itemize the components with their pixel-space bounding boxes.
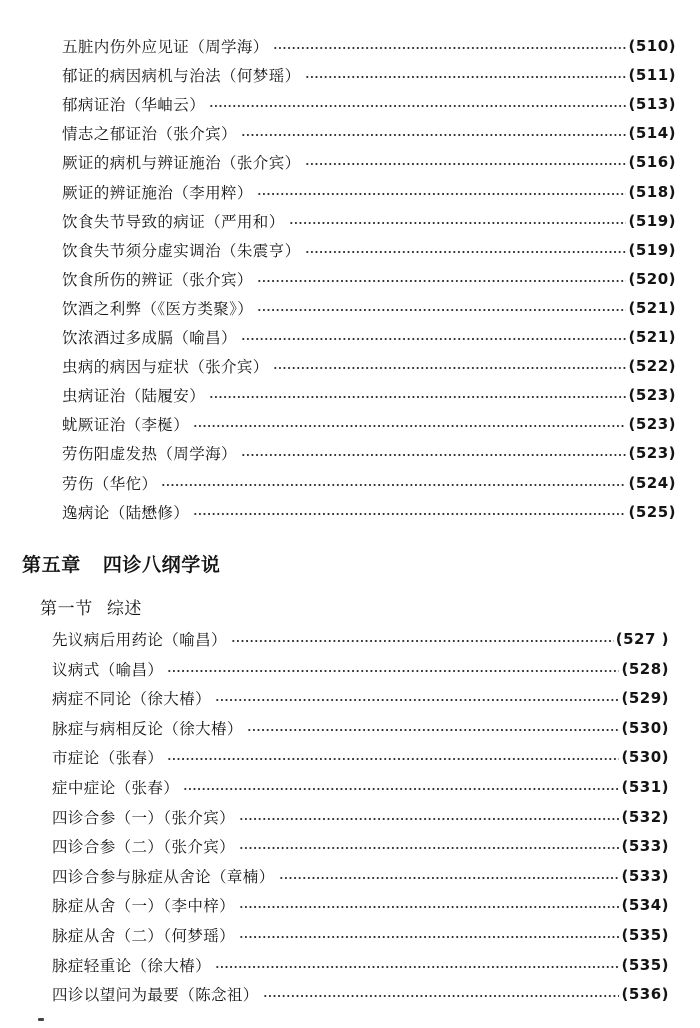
toc-entry-page-number: (523) — [628, 386, 676, 405]
toc-entry-page-number: (535) — [621, 955, 669, 974]
dot-leader — [239, 834, 619, 858]
toc-entry-page-number: (519) — [628, 211, 676, 230]
toc-entry-title: 市症论（张春） — [52, 749, 164, 768]
toc-entry-page-number: (510) — [628, 37, 676, 55]
dot-leader — [305, 238, 627, 262]
toc-entry[interactable] — [0, 745, 700, 769]
dot-leader — [239, 923, 619, 947]
dot-leader — [167, 657, 619, 681]
dot-leader — [263, 982, 620, 1006]
toc-entry[interactable] — [0, 354, 700, 378]
toc-entry-page-number: (534) — [621, 896, 669, 915]
toc-entry-page-number: (536) — [621, 985, 669, 1004]
toc-entry[interactable] — [0, 412, 700, 436]
toc-entry-title: 病症不同论（徐大椿） — [52, 690, 212, 709]
toc-entry-page-number: (529) — [621, 689, 669, 708]
dot-leader — [257, 180, 627, 204]
toc-entry[interactable] — [0, 34, 700, 58]
dot-leader — [241, 325, 627, 349]
toc-entry[interactable] — [0, 805, 700, 829]
chapter-number: 第五章 — [22, 554, 81, 576]
dot-leader — [209, 92, 626, 116]
toc-entry-page-number: (513) — [628, 95, 676, 114]
toc-entry[interactable] — [0, 893, 700, 917]
dot-leader — [193, 500, 626, 524]
dot-leader — [167, 745, 619, 769]
toc-entry-page-number: (525) — [628, 502, 676, 521]
toc-entry-page-number: (528) — [621, 659, 669, 678]
toc-entry[interactable] — [0, 383, 700, 407]
toc-entry-page-number: (527 ) — [615, 630, 669, 648]
toc-entry[interactable] — [0, 716, 700, 740]
toc-entry[interactable] — [0, 953, 700, 977]
dot-leader — [241, 121, 627, 145]
toc-entry-page-number: (535) — [621, 926, 669, 944]
dot-leader — [193, 412, 626, 436]
toc-entry-page-number: (519) — [628, 240, 676, 259]
toc-entry-page-number: (530) — [621, 748, 669, 767]
section-number: 第一节 — [40, 599, 93, 619]
toc-entry-page-number: (531) — [621, 778, 669, 796]
toc-entry-page-number: (516) — [628, 153, 676, 172]
toc-entry-page-number: (530) — [621, 718, 669, 737]
toc-entry-page-number: (520) — [628, 269, 676, 288]
toc-entry[interactable] — [0, 121, 700, 145]
dot-leader — [305, 63, 627, 87]
toc-entry-page-number: (518) — [628, 182, 676, 201]
toc-entry[interactable] — [0, 63, 700, 87]
dot-leader — [257, 267, 627, 291]
toc-entry[interactable] — [0, 686, 700, 710]
toc-entry[interactable] — [0, 471, 700, 495]
dot-leader — [215, 953, 619, 977]
toc-entry-title: 脉症从舍（一）（李中梓） — [52, 897, 236, 916]
toc-entry[interactable] — [0, 500, 700, 524]
toc-entry-title: 脉症轻重论（徐大椿） — [52, 956, 212, 975]
toc-entry-page-number: (511) — [628, 66, 676, 85]
toc-entry[interactable] — [0, 267, 700, 291]
toc-entry-title: 虫病证治（陆履安） — [62, 387, 206, 406]
dot-leader — [241, 441, 627, 465]
dot-leader — [183, 775, 619, 799]
toc-entry-title: 逸病论（陆懋修） — [62, 503, 190, 522]
toc-entry-title: 饮酒之利弊（《医方类聚》） — [62, 299, 254, 318]
toc-entry-title: 郁病证治（华岫云） — [62, 96, 206, 115]
chapter-title: 四诊八纲学说 — [102, 554, 221, 576]
toc-entry-title: 蚘厥证治（李梴） — [62, 416, 190, 435]
toc-entry-title: 五脏内伤外应见证（周学海） — [62, 38, 269, 56]
toc-entry-title: 劳伤阳虚发热（周学海） — [62, 445, 237, 464]
toc-entry-title: 虫病的病因与症状（张介宾） — [62, 358, 269, 377]
dot-leader — [239, 805, 619, 829]
toc-entry-page-number: (521) — [628, 298, 676, 317]
toc-entry-page-number: (523) — [628, 415, 676, 434]
section-heading — [40, 596, 142, 622]
toc-entry[interactable] — [0, 238, 700, 262]
toc-entry[interactable] — [0, 834, 700, 858]
toc-entry-page-number: (523) — [628, 444, 676, 463]
toc-entry-title: 情志之郁证治（张介宾） — [62, 125, 237, 144]
toc-entry-title: 四诊合参（一）（张介宾） — [52, 808, 236, 827]
toc-entry[interactable] — [0, 92, 700, 116]
chapter-heading — [22, 550, 220, 580]
dot-leader — [239, 893, 619, 917]
dot-leader — [161, 471, 626, 495]
toc-entry-page-number: (533) — [621, 837, 669, 856]
toc-entry-title: 饮食失节导致的病证（严用和） — [62, 212, 285, 231]
toc-entry-title: 四诊合参与脉症从舍论（章楠） — [52, 867, 275, 886]
dot-leader — [257, 296, 626, 320]
toc-entry-title: 饮食失节须分虚实调治（朱震亨） — [62, 241, 301, 260]
toc-entry[interactable] — [0, 150, 700, 174]
dot-leader — [305, 150, 627, 174]
toc-entry-title: 劳伤（华佗） — [62, 474, 158, 493]
dot-leader — [273, 34, 627, 58]
toc-entry-title: 四诊以望问为最要（陈念祖） — [52, 986, 259, 1005]
toc-entry-title: 厥证的病机与辨证施治（张介宾） — [62, 154, 301, 173]
dot-leader — [231, 627, 614, 651]
dot-leader — [273, 354, 627, 378]
dot-leader — [209, 383, 626, 407]
toc-entry-title: 饮浓酒过多成膈（喻昌） — [62, 329, 237, 347]
toc-entry-page-number: (532) — [621, 807, 669, 826]
dot-leader — [215, 686, 619, 710]
toc-entry-title: 厥证的辨证施治（李用粹） — [62, 183, 253, 202]
toc-entry-title: 饮食所伤的辨证（张介宾） — [62, 270, 253, 289]
print-speck — [38, 1018, 44, 1021]
toc-entry[interactable] — [0, 923, 700, 947]
toc-entry[interactable] — [0, 209, 700, 233]
toc-entry-title: 症中症论（张春） — [52, 779, 180, 797]
toc-entry[interactable] — [0, 441, 700, 465]
toc-entry-page-number: (524) — [628, 473, 676, 492]
toc-entry-title: 郁证的病因病机与治法（何梦瑶） — [62, 67, 301, 86]
toc-entry-title: 议病式（喻昌） — [52, 660, 164, 679]
toc-entry-page-number: (522) — [628, 357, 676, 376]
section-title: 综述 — [106, 599, 143, 619]
dot-leader — [289, 209, 627, 233]
dot-leader — [247, 716, 620, 740]
dot-leader — [279, 864, 620, 888]
toc-entry-title: 脉症与病相反论（徐大椿） — [52, 719, 243, 738]
toc-entry[interactable] — [0, 325, 700, 349]
toc-entry[interactable] — [0, 864, 700, 888]
toc-entry-title: 四诊合参（二）（张介宾） — [52, 838, 236, 857]
toc-entry-page-number: (521) — [628, 328, 676, 346]
toc-entry[interactable] — [0, 982, 700, 1006]
toc-entry-title: 先议病后用药论（喻昌） — [52, 631, 227, 649]
toc-entry[interactable] — [0, 627, 700, 651]
toc-entry-title: 脉症从舍（二）（何梦瑶） — [52, 927, 236, 945]
toc-entry[interactable] — [0, 296, 700, 320]
toc-entry[interactable] — [0, 657, 700, 681]
toc-entry[interactable] — [0, 775, 700, 799]
toc-entry[interactable] — [0, 180, 700, 204]
toc-entry-page-number: (514) — [628, 124, 676, 143]
toc-entry-page-number: (533) — [621, 866, 669, 885]
